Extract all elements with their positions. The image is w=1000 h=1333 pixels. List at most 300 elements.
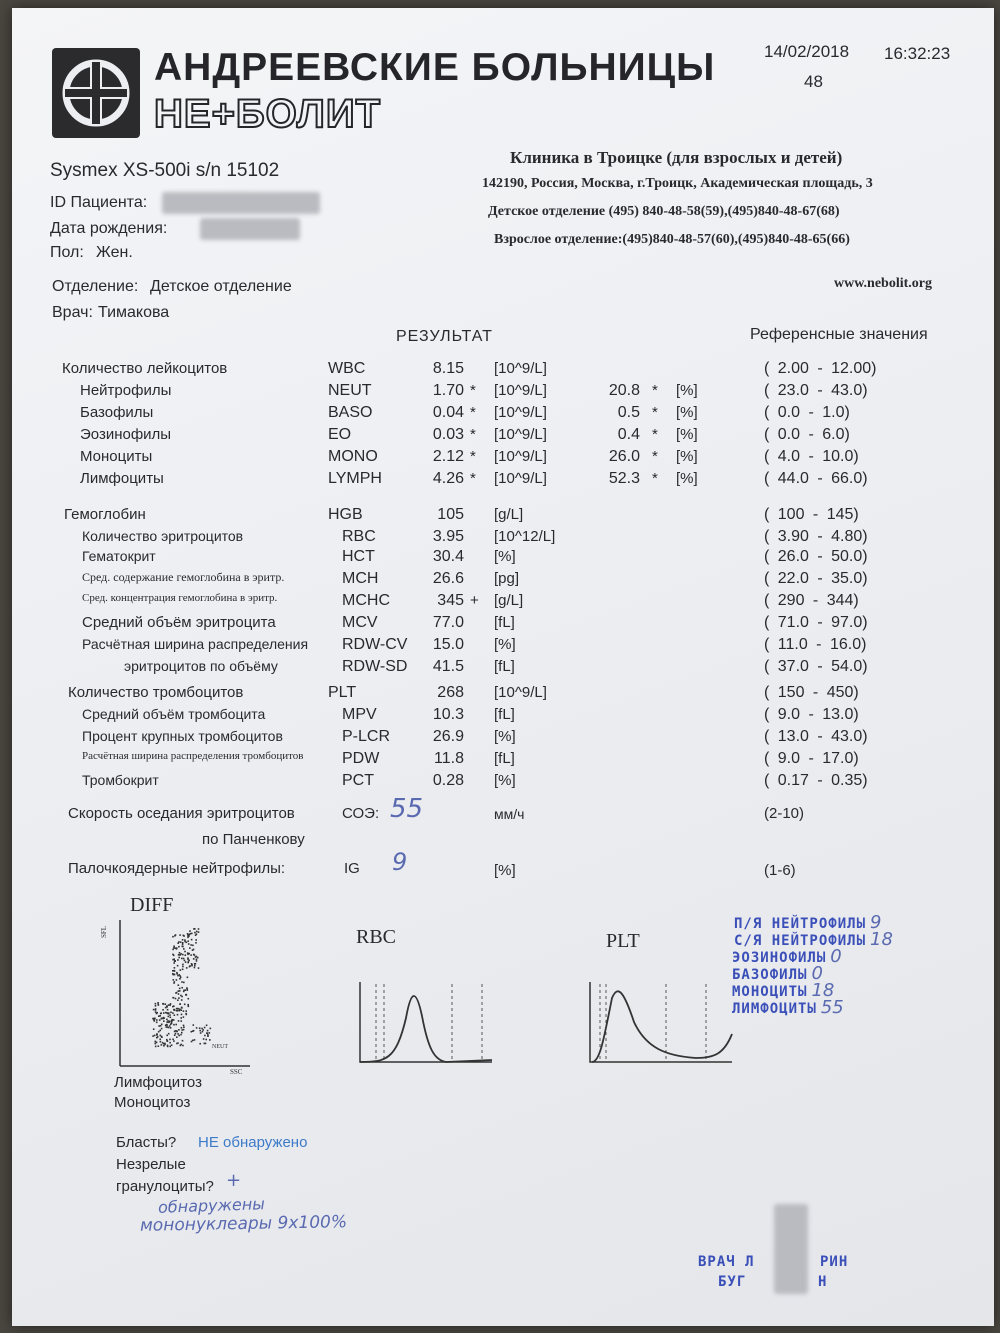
param-value: 2.12 xyxy=(432,448,464,465)
scatter-dot xyxy=(191,939,193,941)
scatter-dot xyxy=(156,1033,158,1035)
param-name: Сред. концентрация гемоглобина в эритр. xyxy=(82,592,278,604)
param-unit: [10^9/L] xyxy=(494,382,547,399)
param-unit: [%] xyxy=(494,728,516,745)
param-flag: * xyxy=(470,382,476,399)
param-code: EO xyxy=(328,426,352,443)
param-reference: ( 9.0 - 17.0) xyxy=(764,750,859,767)
param-unit: [10^9/L] xyxy=(494,448,547,465)
diff-scattergram xyxy=(100,914,260,1074)
scatter-dot xyxy=(193,958,195,960)
scatter-dot xyxy=(181,981,183,983)
scatter-dot xyxy=(183,982,185,984)
param-value: 0.04 xyxy=(432,404,464,421)
scatter-dot xyxy=(179,934,181,936)
param-value: 30.4 xyxy=(432,548,464,565)
scatter-dot xyxy=(181,1014,183,1016)
param-value: 0.28 xyxy=(432,772,464,789)
scatter-dot xyxy=(188,998,190,1000)
param-percent: 20.8 xyxy=(608,382,640,399)
scatter-dot xyxy=(176,1043,178,1045)
param-value: 41.5 xyxy=(432,658,464,675)
scatter-dot xyxy=(196,960,198,962)
scatter-dot xyxy=(185,1010,187,1012)
scatter-dot xyxy=(180,1017,182,1019)
scatter-dot xyxy=(169,1046,171,1048)
param-percent: 26.0 xyxy=(608,448,640,465)
handwritten-note-2: мононуклеары 9х100% xyxy=(139,1212,348,1236)
stamp-label: ЛИМФОЦИТЫ xyxy=(732,1001,817,1017)
scatter-dot xyxy=(183,1016,185,1018)
param-value: 3.95 xyxy=(432,528,464,545)
scatter-dot xyxy=(199,1030,201,1032)
scatter-dot xyxy=(189,930,191,932)
scatter-dot xyxy=(183,1029,185,1031)
param-reference: ( 2.00 - 12.00) xyxy=(764,360,877,377)
scatter-dot xyxy=(188,943,190,945)
param-code: PCT xyxy=(342,772,374,789)
param-unit: [fL] xyxy=(494,658,515,675)
scatter-dot xyxy=(168,1033,170,1035)
scatter-dot xyxy=(186,967,188,969)
param-code: RDW-SD xyxy=(342,658,408,675)
scatter-dot xyxy=(209,1039,211,1041)
scatter-dot xyxy=(166,1006,168,1008)
scatter-dot xyxy=(157,1002,159,1004)
scatter-dot xyxy=(200,1032,202,1034)
scatter-dot xyxy=(160,1025,162,1027)
reference-header: Референсные значения xyxy=(750,326,928,343)
scatter-dot xyxy=(184,939,186,941)
dob-redacted xyxy=(200,218,300,240)
scatter-dot xyxy=(172,959,174,961)
scatter-dot xyxy=(180,1009,182,1011)
signature-line-1: ВРАЧ Л xyxy=(698,1254,755,1270)
scatter-dot xyxy=(189,934,191,936)
scatter-dot xyxy=(176,1036,178,1038)
scatter-dot xyxy=(185,994,187,996)
signature-line-2: БУГ xyxy=(718,1274,747,1290)
scatter-dot xyxy=(161,1044,163,1046)
esr-ref: (2-10) xyxy=(764,805,805,822)
doctor-value: Тимакова xyxy=(98,304,170,321)
param-reference: ( 100 - 145) xyxy=(764,506,859,523)
param-percent-unit: [%] xyxy=(676,470,698,487)
scatter-dot xyxy=(156,1022,158,1024)
scatter-dot xyxy=(166,1019,168,1021)
scatter-dot xyxy=(173,1024,175,1026)
scatter-dot xyxy=(199,1027,201,1029)
param-unit: [10^9/L] xyxy=(494,426,547,443)
scatter-dot xyxy=(161,1024,163,1026)
scatter-dot xyxy=(193,949,195,951)
scatter-dot xyxy=(176,992,178,994)
signature-redacted xyxy=(774,1204,808,1294)
scatter-dot xyxy=(177,959,179,961)
scatter-dot xyxy=(153,1019,155,1021)
signature-line-2b: Н xyxy=(818,1274,828,1290)
param-percent: 0.4 xyxy=(617,426,640,443)
scatter-dot xyxy=(195,939,197,941)
scatter-dot xyxy=(162,1042,164,1044)
param-percent: 52.3 xyxy=(608,470,640,487)
scatter-dot xyxy=(169,1025,171,1027)
param-reference: ( 71.0 - 97.0) xyxy=(764,614,868,631)
param-reference: ( 13.0 - 43.0) xyxy=(764,728,868,745)
scatter-dot xyxy=(156,1019,158,1021)
scatter-dot xyxy=(205,1043,207,1045)
scatter-dot xyxy=(164,1043,166,1045)
scatter-dot xyxy=(167,1009,169,1011)
scatter-dot xyxy=(153,1009,155,1011)
param-reference: ( 0.0 - 1.0) xyxy=(764,404,850,421)
param-reference: ( 3.90 - 4.80) xyxy=(764,528,868,545)
scatter-dot xyxy=(154,1018,156,1020)
scatter-dot xyxy=(187,957,189,959)
scatter-dot xyxy=(206,1025,208,1027)
scatter-dot xyxy=(181,1029,183,1031)
param-percent-flag: * xyxy=(652,426,658,443)
scatter-dot xyxy=(190,944,192,946)
param-unit: [g/L] xyxy=(494,592,524,609)
param-code: WBC xyxy=(328,360,366,377)
immature-label-1: Незрелые xyxy=(116,1156,186,1173)
stamp-value: 0 xyxy=(830,946,842,967)
stamp-label: П/Я НЕЙТРОФИЛЫ xyxy=(734,916,867,932)
logo-cross-icon xyxy=(52,48,140,138)
param-reference: ( 23.0 - 43.0) xyxy=(764,382,868,399)
scatter-dot xyxy=(176,979,178,981)
blasts-label: Бласты? xyxy=(116,1134,177,1151)
scatter-dot xyxy=(170,1027,172,1029)
sex-value: Жен. xyxy=(96,244,133,261)
scatter-dot xyxy=(178,984,180,986)
scatter-dot xyxy=(168,1022,170,1024)
scatter-dot xyxy=(174,967,176,969)
stamp-value: 55 xyxy=(820,997,844,1018)
plt-histogram xyxy=(586,978,736,1068)
scatter-dot xyxy=(189,947,191,949)
param-value: 26.6 xyxy=(432,570,464,587)
scatter-dot xyxy=(210,1028,212,1030)
scatter-dot xyxy=(202,1029,204,1031)
scatter-dot xyxy=(156,1012,158,1014)
scatter-dot xyxy=(175,998,177,1000)
scatter-dot xyxy=(169,1039,171,1041)
scatter-dot xyxy=(180,1020,182,1022)
scatter-dot xyxy=(162,1009,164,1011)
param-name: Лимфоциты xyxy=(80,470,164,487)
scatter-dot xyxy=(189,965,191,967)
scatter-dot xyxy=(155,1046,157,1048)
clinic-logo xyxy=(52,48,140,138)
flag-lymphocytosis: Лимфоцитоз xyxy=(114,1074,202,1091)
clinic-address: 142190, Россия, Москва, г.Троицк, Академическая площадь, 3 xyxy=(482,176,873,191)
param-name: Гематокрит xyxy=(82,548,156,564)
param-name: Расчётная ширина распределения xyxy=(82,636,309,652)
scatter-dot xyxy=(178,1020,180,1022)
scatter-dot xyxy=(178,954,180,956)
patient-id-redacted xyxy=(162,192,320,214)
scatter-dot xyxy=(178,1035,180,1037)
scatter-dot xyxy=(172,1019,174,1021)
param-reference: ( 0.17 - 0.35) xyxy=(764,772,868,789)
scatter-dot xyxy=(153,1028,155,1030)
blasts-value: НЕ обнаружено xyxy=(198,1134,308,1151)
param-name: Процент крупных тромбоцитов xyxy=(82,728,283,744)
scatter-dot xyxy=(159,1015,161,1017)
scatter-dot xyxy=(167,1046,169,1048)
param-code: RBC xyxy=(342,528,376,545)
stamp-label: ЭОЗИНОФИЛЫ xyxy=(732,950,827,966)
scatter-dot xyxy=(163,1045,165,1047)
param-reference: ( 4.0 - 10.0) xyxy=(764,448,859,465)
param-flag: * xyxy=(470,404,476,421)
scatter-dot xyxy=(178,957,180,959)
scatter-dot xyxy=(161,1018,163,1020)
scatter-dot xyxy=(201,1028,203,1030)
department-value: Детское отделение xyxy=(150,278,292,295)
param-value: 15.0 xyxy=(432,636,464,653)
scatter-dot xyxy=(179,1008,181,1010)
param-value: 8.15 xyxy=(432,360,464,377)
scatter-dot xyxy=(188,1006,190,1008)
scatter-dot xyxy=(207,1034,209,1036)
param-value: 26.9 xyxy=(432,728,464,745)
param-unit: [10^9/L] xyxy=(494,404,547,421)
scatter-dot xyxy=(185,954,187,956)
param-code: P-LCR xyxy=(342,728,391,745)
scatter-dot xyxy=(174,960,176,962)
scatter-dot xyxy=(169,1014,171,1016)
scatter-dot xyxy=(177,1014,179,1016)
scatter-dot xyxy=(185,961,187,963)
scatter-dot xyxy=(195,942,197,944)
scatter-dot xyxy=(159,1019,161,1021)
scatter-dot xyxy=(156,1042,158,1044)
param-name: Количество тромбоцитов xyxy=(68,684,244,701)
param-name: эритроцитов по объёму xyxy=(124,658,278,674)
param-value: 10.3 xyxy=(432,706,464,723)
scatter-dot xyxy=(198,928,200,930)
scatter-dot xyxy=(209,1032,211,1034)
scatter-dot xyxy=(168,1013,170,1015)
scatter-dot xyxy=(191,1031,193,1033)
scatter-dot xyxy=(173,1040,175,1042)
param-name: Базофилы xyxy=(80,404,154,421)
scatter-dot xyxy=(178,1029,180,1031)
param-unit: [10^12/L] xyxy=(494,528,556,545)
scatter-dot xyxy=(156,1037,158,1039)
scatter-dot xyxy=(157,1004,159,1006)
scatter-dot xyxy=(205,1039,207,1041)
diff-note: NEUT xyxy=(212,1044,228,1050)
scatter-dot xyxy=(173,962,175,964)
param-unit: [10^9/L] xyxy=(494,360,547,377)
scatter-dot xyxy=(159,1030,161,1032)
scatter-dot xyxy=(177,1033,179,1035)
scatter-dot xyxy=(186,987,188,989)
scatter-dot xyxy=(174,1014,176,1016)
device-name: Sysmex XS-500i s/n 15102 xyxy=(50,160,280,181)
ig-unit: [%] xyxy=(494,862,516,879)
param-unit: [pg] xyxy=(494,570,520,587)
scatter-dot xyxy=(194,932,196,934)
scatter-dot xyxy=(180,953,182,955)
param-code: HGB xyxy=(328,506,363,523)
param-percent-flag: * xyxy=(652,404,658,421)
scatter-dot xyxy=(163,1020,165,1022)
stamp-label: БАЗОФИЛЫ xyxy=(732,967,808,983)
scatter-dot xyxy=(183,1026,185,1028)
scatter-dot xyxy=(160,1041,162,1043)
scatter-dot xyxy=(176,973,178,975)
scatter-dot xyxy=(174,1009,176,1011)
scatter-dot xyxy=(172,949,174,951)
stamp-line xyxy=(732,997,844,1018)
signature-line-1b: РИН xyxy=(820,1254,849,1270)
scatter-dot xyxy=(181,996,183,998)
scatter-dot xyxy=(204,1035,206,1037)
scatter-dot xyxy=(174,935,176,937)
esr-code: СОЭ: xyxy=(342,805,380,822)
scatter-dot xyxy=(181,999,183,1001)
diff-dots xyxy=(152,928,211,1047)
scatter-dot xyxy=(177,965,179,967)
scatter-dot xyxy=(172,1012,174,1014)
scatter-dot xyxy=(173,946,175,948)
scatter-dot xyxy=(155,1011,157,1013)
scatter-dot xyxy=(204,1027,206,1029)
param-flag: * xyxy=(470,470,476,487)
scatter-dot xyxy=(179,1010,181,1012)
param-code: NEUT xyxy=(328,382,372,399)
scatter-dot xyxy=(180,1034,182,1036)
scatter-dot xyxy=(180,969,182,971)
scatter-dot xyxy=(194,1039,196,1041)
scatter-dot xyxy=(152,1035,154,1037)
scatter-dot xyxy=(173,1019,175,1021)
esr-name-2: по Панченкову xyxy=(202,831,305,848)
param-code: PLT xyxy=(328,684,357,701)
param-name: Нейтрофилы xyxy=(80,382,172,399)
scatter-dot xyxy=(184,960,186,962)
scatter-dot xyxy=(160,1035,162,1037)
ig-value: 9 xyxy=(392,848,408,876)
scatter-dot xyxy=(172,970,174,972)
clinic-website: www.nebolit.org xyxy=(834,276,932,291)
ig-name: Палочкоядерные нейтрофилы: xyxy=(68,860,286,877)
scatter-dot xyxy=(176,947,178,949)
scatter-dot xyxy=(182,954,184,956)
scatter-dot xyxy=(179,978,181,980)
clinic-adult-phone: Взрослое отделение:(495)840-48-57(60),(495)840-48-65(66) xyxy=(494,232,850,247)
scatter-dot xyxy=(174,970,176,972)
scatter-dot xyxy=(186,942,188,944)
scatter-dot xyxy=(187,940,189,942)
param-reference: ( 22.0 - 35.0) xyxy=(764,570,868,587)
param-reference: ( 290 - 344) xyxy=(764,592,859,609)
param-unit: [%] xyxy=(494,772,516,789)
stamp-value: 0 xyxy=(811,963,823,984)
scatter-dot xyxy=(183,948,185,950)
scatter-dot xyxy=(182,1045,184,1047)
scatter-dot xyxy=(182,946,184,948)
param-name: Тромбокрит xyxy=(82,772,159,788)
stamp-value: 18 xyxy=(811,980,835,1001)
param-unit: [fL] xyxy=(494,750,515,767)
scatter-dot xyxy=(173,997,175,999)
scatter-dot xyxy=(175,1030,177,1032)
immature-label-2: гранулоциты? xyxy=(116,1178,214,1195)
scatter-dot xyxy=(168,1004,170,1006)
param-name: Количество эритроцитов xyxy=(82,528,244,544)
scatter-dot xyxy=(177,1008,179,1010)
scatter-dot xyxy=(181,987,183,989)
param-reference: ( 11.0 - 16.0) xyxy=(764,636,867,653)
report-time: 16:32:23 xyxy=(884,44,951,63)
scatter-dot xyxy=(171,1023,173,1025)
scatter-dot xyxy=(173,947,175,949)
param-code: MPV xyxy=(342,706,377,723)
scatter-dot xyxy=(174,974,176,976)
scatter-dot xyxy=(158,1015,160,1017)
flag-monocytosis: Моноцитоз xyxy=(114,1094,191,1111)
immature-mark: + xyxy=(226,1170,242,1191)
scatter-dot xyxy=(182,942,184,944)
scatter-dot xyxy=(182,944,184,946)
scatter-dot xyxy=(158,1031,160,1033)
param-unit: [10^9/L] xyxy=(494,684,547,701)
report-number: 48 xyxy=(804,72,823,91)
scatter-dot xyxy=(158,1045,160,1047)
param-percent-flag: * xyxy=(652,470,658,487)
param-percent-unit: [%] xyxy=(676,448,698,465)
scatter-dot xyxy=(198,931,200,933)
param-percent-unit: [%] xyxy=(676,426,698,443)
scatter-dot xyxy=(166,1040,168,1042)
scatter-dot xyxy=(195,934,197,936)
param-value: 345 xyxy=(437,592,464,609)
scatter-dot xyxy=(161,1028,163,1030)
param-reference: ( 0.0 - 6.0) xyxy=(764,426,850,443)
param-unit: [%] xyxy=(494,548,516,565)
param-value: 105 xyxy=(437,506,464,523)
dob-label: Дата рождения: xyxy=(50,220,168,237)
param-code: BASO xyxy=(328,404,373,421)
param-flag: + xyxy=(470,592,479,609)
scatter-dot xyxy=(188,935,190,937)
scatter-dot xyxy=(196,931,198,933)
param-value: 4.26 xyxy=(432,470,464,487)
param-unit: [%] xyxy=(494,636,516,653)
param-code: RDW-CV xyxy=(342,636,408,653)
scatter-dot xyxy=(177,942,179,944)
scatter-dot xyxy=(172,1039,174,1041)
scatter-dot xyxy=(178,946,180,948)
scatter-dot xyxy=(185,1013,187,1015)
param-name: Эозинофилы xyxy=(80,426,172,443)
scatter-dot xyxy=(182,969,184,971)
scatter-dot xyxy=(168,1016,170,1018)
param-code: MONO xyxy=(328,448,378,465)
scatter-dot xyxy=(173,955,175,957)
scatter-dot xyxy=(191,965,193,967)
diff-title: DIFF xyxy=(130,894,174,916)
scatter-dot xyxy=(163,1017,165,1019)
param-reference: ( 44.0 - 66.0) xyxy=(764,470,868,487)
param-reference: ( 37.0 - 54.0) xyxy=(764,658,868,675)
